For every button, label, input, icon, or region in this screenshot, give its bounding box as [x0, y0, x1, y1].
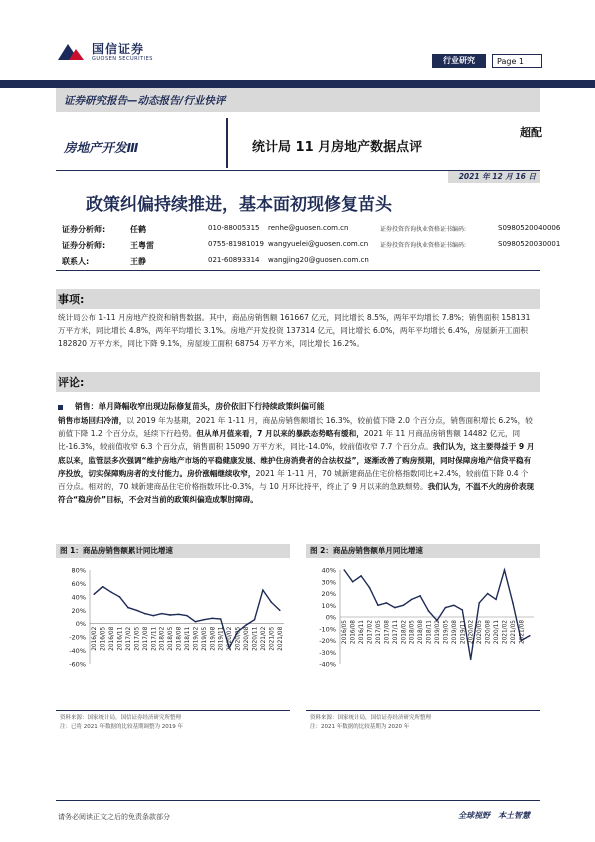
y-tick-label: -60% [69, 660, 86, 669]
para-emphasis: 我们认为，不温不火的房价表现符合“稳房价”目标，不会对当前的政策纠偏造成掣肘障碍。 [58, 482, 534, 505]
analyst-cert-number: S0980520040006 [498, 224, 561, 232]
x-tick-label: 2016/11 [117, 626, 124, 651]
bullet-square-icon [58, 405, 63, 410]
x-tick-label: 2019/02 [435, 620, 441, 645]
data-point [169, 614, 171, 616]
series-line [344, 570, 530, 659]
data-point [402, 604, 404, 606]
x-tick-label: 2021/05 [510, 619, 517, 645]
x-tick-label: 2020/02 [468, 619, 475, 645]
data-point [470, 659, 472, 661]
comment-bullet [58, 401, 325, 412]
report-date: 2021 年 12 月 16 日 [448, 171, 540, 183]
bullet-text: 销售：单月降幅收窄出现边际修复苗头，房价依旧下行持续政策纠偏可能 [75, 402, 325, 411]
data-point [178, 614, 180, 616]
report-subtitle: 统计局 11 月房地产数据点评 [252, 140, 423, 155]
report-type-tag: 行业研究 [432, 54, 486, 68]
analyst-email[interactable]: wangjing20@guosen.com.cn [268, 256, 369, 264]
analyst-role: 证券分析师: [62, 241, 106, 250]
data-point [203, 619, 205, 621]
header-band [0, 80, 595, 88]
y-tick-label: 40% [71, 593, 86, 602]
figure-1-title: 图 1：商品房销售额累计同比增速 [56, 544, 290, 558]
comment-paragraph [58, 414, 536, 506]
x-tick-label: 2019/08 [210, 626, 217, 651]
report-line: 证券研究报告—动态报告/行业快评 [64, 95, 226, 107]
x-tick-label: 2021/02 [260, 626, 267, 651]
x-tick-label: 2019/02 [193, 626, 200, 651]
x-tick-label: 2017/05 [134, 626, 141, 651]
data-point [504, 569, 506, 571]
rating: 超配 [520, 126, 542, 139]
title-divider [226, 118, 228, 168]
analyst-cert-label: 证券投资咨询执业资格证书编码: [380, 226, 467, 233]
x-tick-label: 2017/02 [126, 626, 133, 651]
data-point [102, 586, 104, 588]
data-point [360, 575, 362, 577]
data-point [245, 624, 247, 626]
figure-1-bottom-rule [56, 710, 290, 711]
data-point [386, 602, 388, 604]
data-point [419, 595, 421, 597]
analyst-name: 王静 [130, 257, 146, 266]
x-tick-label: 2016/05 [342, 619, 349, 645]
y-tick-label: 20% [321, 590, 336, 598]
headline: 政策纠偏持续推进，基本面初现修复苗头 [86, 195, 392, 215]
x-tick-label: 2020/11 [252, 626, 259, 651]
guosen-logo-icon [56, 40, 86, 62]
figure-1-note: 注：已将 2021 年数据的比较基期调整为 2019 年 [60, 724, 183, 730]
x-tick-label: 2017/08 [384, 620, 391, 645]
x-tick-label: 2017/02 [367, 619, 374, 645]
data-point [343, 569, 345, 571]
analyst-phone: 0755-81981019 [208, 240, 264, 248]
x-tick-label: 2020/05 [477, 620, 484, 645]
y-tick-label: -20% [319, 637, 336, 645]
x-tick-label: 2016/08 [350, 620, 357, 645]
x-tick-label: 2017/11 [392, 619, 399, 645]
x-tick-label: 2019/05 [201, 626, 208, 651]
data-point [110, 591, 112, 593]
y-tick-label: -20% [69, 633, 86, 642]
x-tick-label: 2017/11 [151, 626, 158, 651]
x-tick-label: 2016/08 [109, 626, 116, 651]
analyst-role: 联系人: [62, 257, 90, 266]
data-point [453, 604, 455, 606]
x-tick-label: 2018/08 [418, 619, 425, 645]
data-point [478, 602, 480, 604]
footer-rule [56, 800, 540, 801]
page-number: Page 1 [492, 54, 542, 68]
x-tick-label: 2018/11 [185, 626, 192, 651]
figure-2-source: 资料来源：国家统计局，国信证券经济研究所整理 [310, 715, 432, 721]
data-point [428, 610, 430, 612]
x-tick-label: 2018/11 [426, 620, 433, 645]
y-tick-label: -40% [69, 647, 86, 656]
x-tick-label: 2020/08 [244, 626, 251, 651]
x-tick-label: 2019/05 [443, 619, 450, 645]
x-tick-label: 2017/05 [376, 620, 382, 645]
comments-title: 评论: [58, 376, 85, 389]
analyst-name: 王粤雷 [130, 241, 154, 250]
y-tick-label: 20% [71, 606, 86, 615]
x-tick-label: 2021/08 [519, 619, 526, 645]
data-point [127, 607, 129, 609]
x-tick-label: 2020/02 [227, 626, 234, 651]
x-tick-label: 2021/08 [277, 626, 284, 651]
data-point [445, 607, 447, 609]
analyst-role: 证券分析师: [62, 225, 106, 234]
data-point [254, 619, 256, 621]
divider [56, 270, 540, 271]
y-tick-label: -40% [319, 660, 336, 669]
figure-2-note: 注：2021 年数据的比较基期为 2020 年 [310, 724, 410, 730]
data-point [212, 618, 214, 620]
y-tick-label: 80% [71, 566, 86, 575]
data-point [495, 599, 497, 601]
para-lead: 销售市场回归冷清， [58, 416, 127, 425]
x-tick-label: 2018/05 [409, 620, 416, 645]
data-point [462, 609, 464, 611]
data-point [394, 607, 396, 609]
para-lead: 房价涨幅继续收窄， [187, 468, 256, 478]
data-point [512, 602, 514, 604]
x-tick-label: 2017/08 [142, 626, 149, 651]
y-tick-label: 40% [321, 566, 336, 575]
data-point [220, 618, 222, 620]
para-emphasis: 我们认为，这主要得益于 9 月底以来，监管层多次强调“维护房地产市场的平稳健康发展、维护住房消费者的合法权益”，逐渐改善了购房预期，同时保障房地产信贷平稳有序投放，切实保障购房者的支付能力。 [58, 442, 535, 478]
logo-subtext: GUOSEN SECURITIES [92, 56, 153, 62]
data-point [144, 613, 146, 615]
analyst-cert-label: 证券投资咨询执业资格证书编码: [380, 242, 467, 249]
x-tick-label: 2020/11 [494, 619, 500, 645]
data-point [411, 599, 413, 601]
x-tick-label: 2016/02 [92, 626, 99, 651]
data-point [161, 613, 163, 615]
figure-2-title: 图 2：商品房销售额单月同比增速 [306, 544, 540, 558]
events-header-band [56, 289, 540, 309]
analyst-email[interactable]: renhe@guosen.com.cn [268, 224, 349, 232]
x-tick-label: 2020/05 [235, 626, 242, 651]
data-point [271, 601, 273, 603]
events-title: 事项: [58, 293, 85, 306]
x-tick-label: 2016/05 [100, 626, 107, 651]
x-tick-label: 2019/11 [218, 626, 225, 651]
x-tick-label: 2020/08 [485, 619, 492, 645]
analyst-email[interactable]: wangyuelei@guosen.com.cn [268, 240, 369, 248]
x-tick-label: 2021/02 [502, 620, 509, 645]
x-tick-label: 2018/05 [168, 626, 175, 651]
y-tick-label: -10% [319, 625, 336, 634]
y-tick-label: 0% [325, 613, 336, 622]
footer-slogan: 全球视野 本土智慧 [458, 811, 530, 820]
data-point [195, 621, 197, 623]
y-tick-label: -30% [319, 648, 336, 657]
data-point [352, 581, 354, 583]
logo-text: 国信证券 [92, 42, 145, 56]
para-text: 2021 年 1-11 月，70 城新建商品住宅价格指数同比+2.4%，较前值下降 0.4 个百分点。相对的，70 城新建商品住宅价格指数环比-0.3%，与 10 月环比持平，终止了 9 月以来的急跌颓势。 [58, 468, 529, 492]
comments-header-band [56, 372, 540, 392]
x-tick-label: 2018/02 [159, 626, 166, 651]
data-point [529, 635, 531, 637]
disclaimer-text: 请务必阅读正文之后的免责条款部分 [58, 813, 170, 821]
analyst-cert-number: S0980520030001 [498, 240, 561, 248]
x-tick-label: 2021/05 [269, 626, 276, 651]
x-tick-label: 2016/11 [359, 620, 366, 645]
data-point [186, 615, 188, 617]
x-tick-label: 2018/02 [401, 620, 408, 645]
figure-2-chart [306, 560, 540, 708]
sector-name: 房地产开发Ⅲ [64, 140, 139, 155]
events-paragraph: 统计局公布 1-11 月房地产投资和销售数据。其中，商品房销售额 161667 亿元，同比增长 8.5%，两年平均增长 7.8%；销售面积 158131 万平方米，同比增长 4.8%，两年平均增长 3.1%。房地产开发投资 137314 亿元，同比增长 6.0%，两年平均增长 6.4%，房屋新开工面积 182820 万平方米，同比下降 9.1%，房屋竣工面积 68754 万平方米，同比增长 16.2%。 [58, 313, 531, 349]
data-point [152, 615, 154, 617]
para-text: 2021 年 11 月商品房销售额 14482 亿元，同比-16.3%，较前值收窄 6.3 个百分点，销售面积 15090 万平方米，同比-14.0%，较前值收窄 7.7 个百分点。 [58, 429, 521, 452]
y-tick-label: 60% [71, 579, 86, 588]
data-point [377, 604, 379, 606]
y-tick-label: 0% [75, 620, 86, 629]
data-point [369, 587, 371, 589]
data-point [136, 609, 138, 611]
figure-2-bottom-rule [306, 710, 540, 711]
y-tick-label: 10% [321, 601, 336, 610]
analyst-phone: 010-88005315 [208, 224, 260, 232]
x-tick-label: 2018/08 [176, 626, 183, 651]
x-tick-label: 2019/08 [451, 620, 458, 645]
data-point [262, 589, 264, 591]
analyst-name: 任鹤 [130, 225, 146, 234]
y-tick-label: 30% [321, 578, 336, 587]
data-point [93, 593, 95, 595]
figure-1-chart [56, 560, 290, 708]
figure-1-source: 资料来源：国家统计局，国信证券经济研究所整理 [60, 715, 182, 721]
x-tick-label: 2019/11 [460, 619, 467, 645]
para-text: 以 2019 年为基期，2021 年 1-11 月，商品房销售额增长 16.3%，较前值下降 2.0 个百分点，销售面积增长 6.2%，较前值下降 1.2 个百分点，延续下行趋势。 [58, 416, 533, 439]
data-point [119, 596, 121, 598]
para-emphasis: 但从单月值来看，7 月以来的暴跌态势略有缓和， [196, 429, 364, 439]
analyst-phone: 021-60893314 [208, 256, 260, 264]
data-point [279, 609, 281, 611]
data-point [487, 593, 489, 595]
